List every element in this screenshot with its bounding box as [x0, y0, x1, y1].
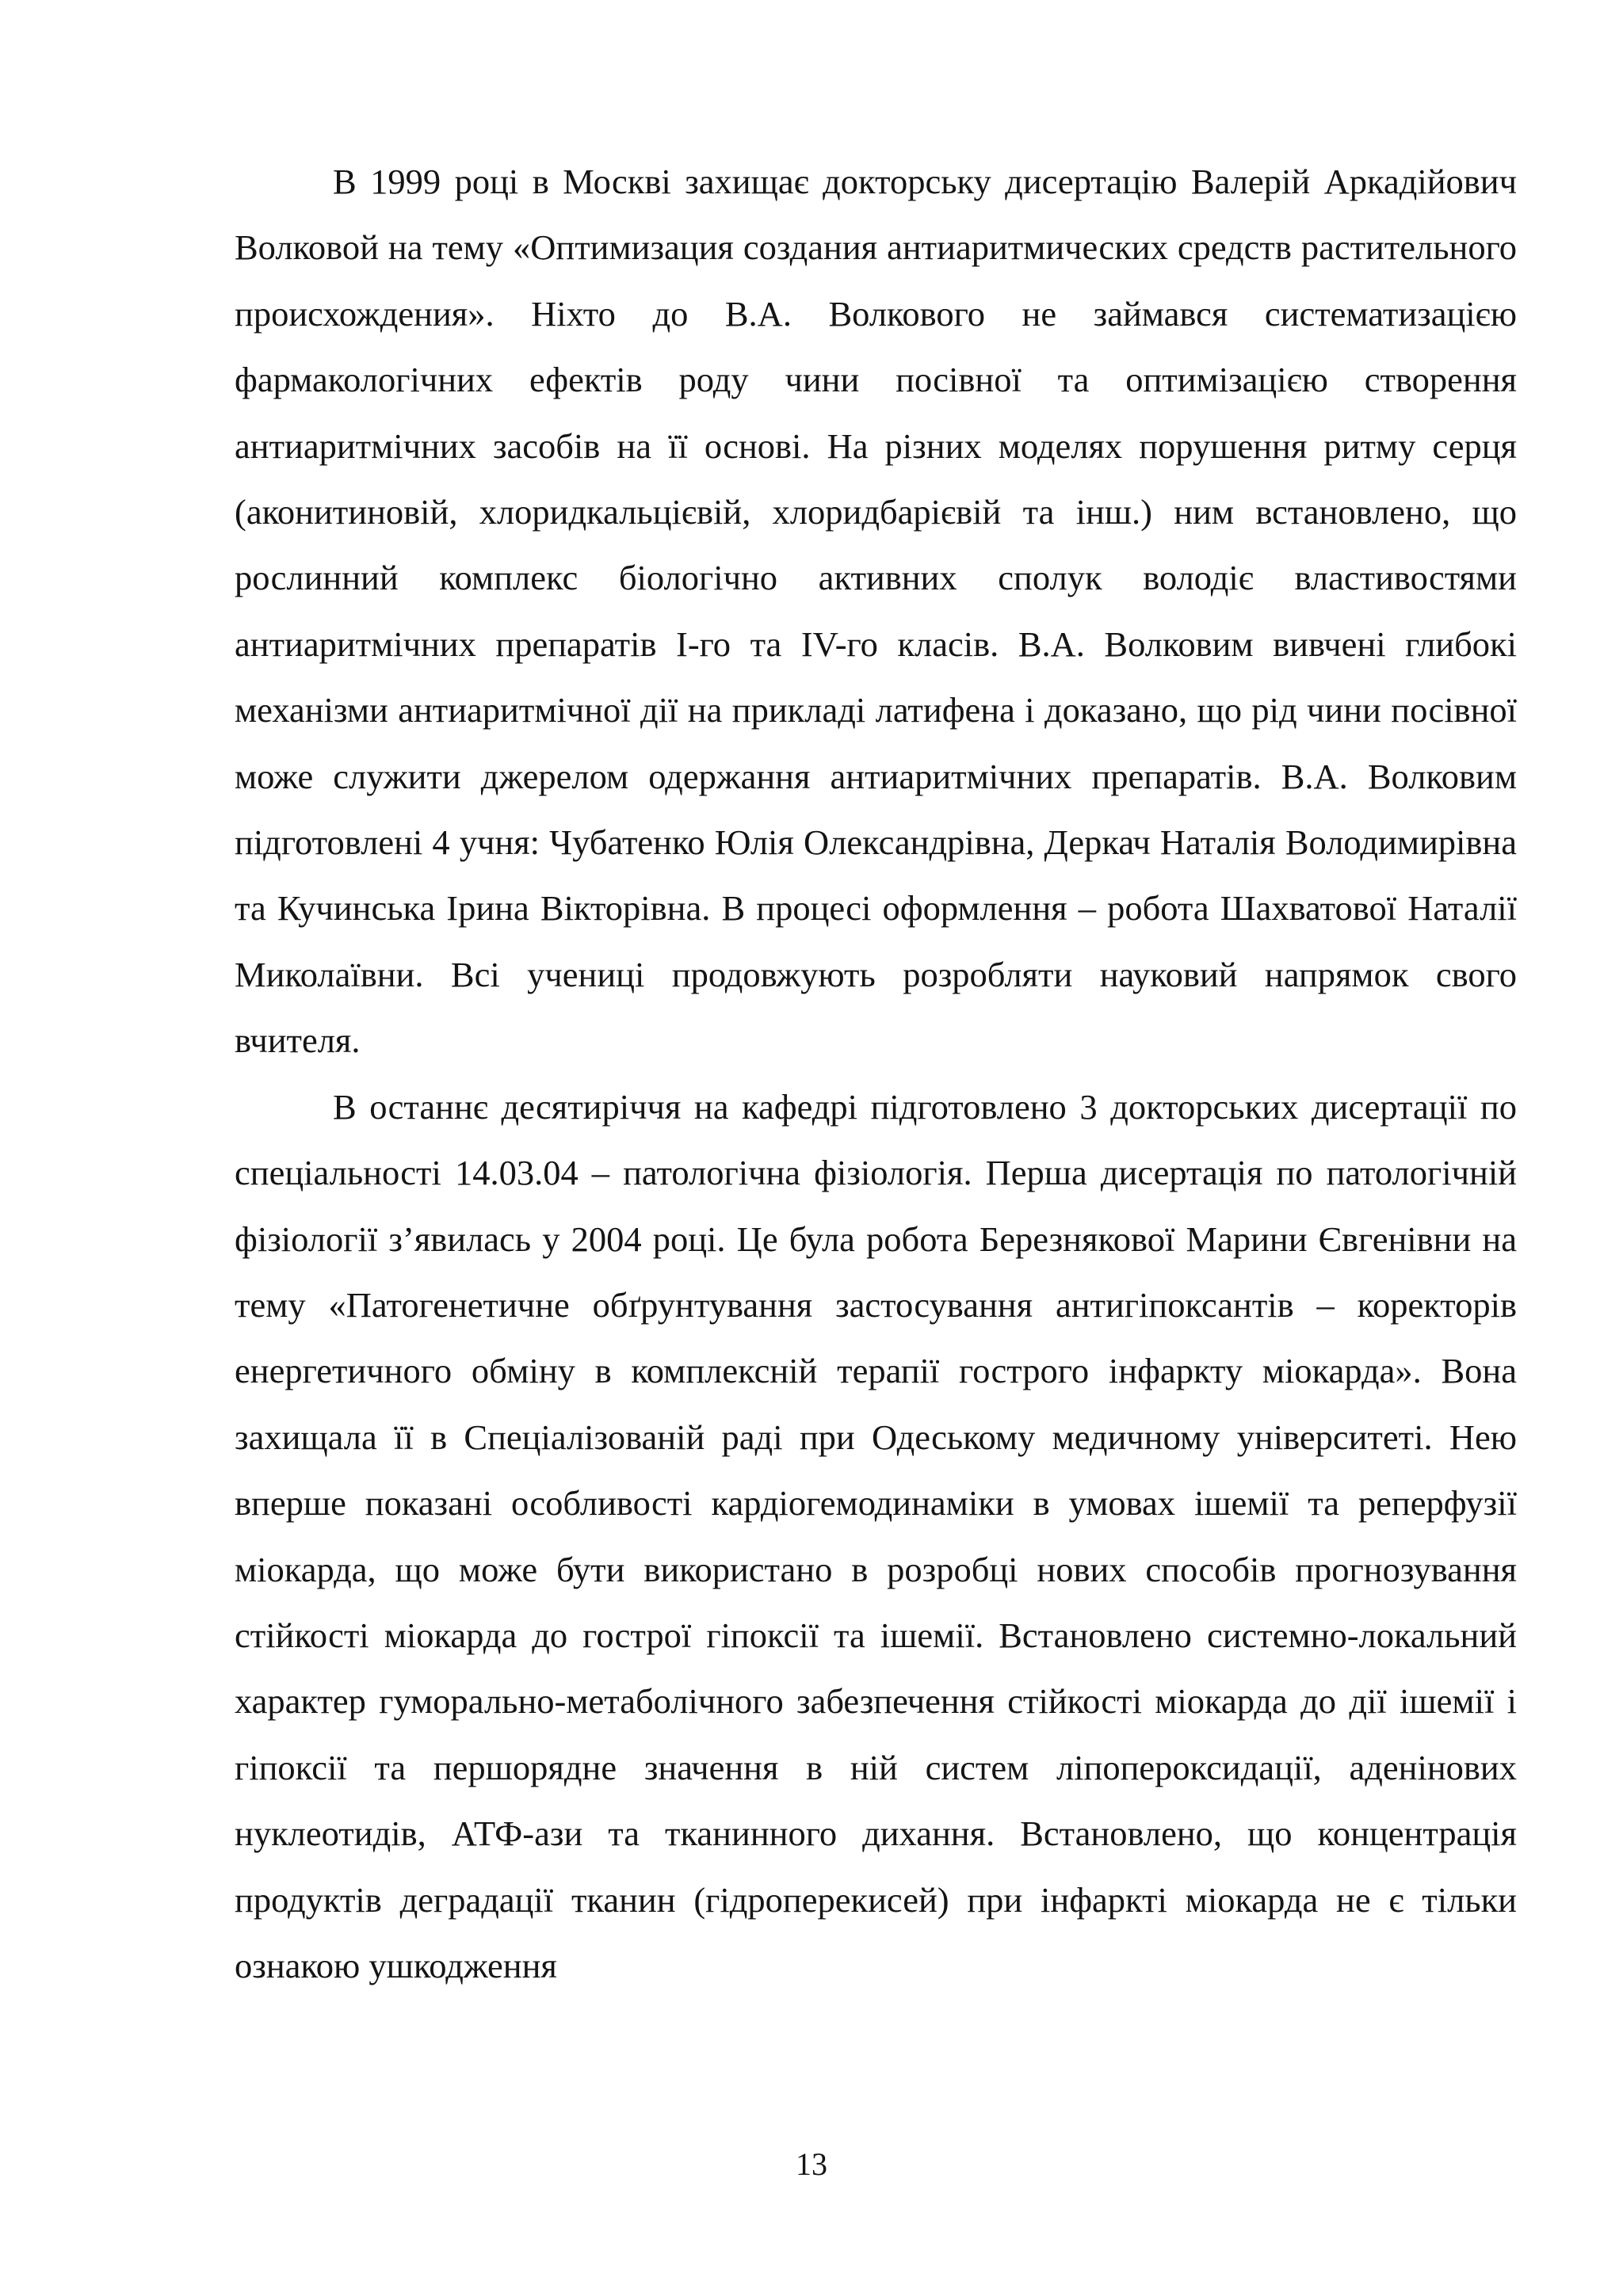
- body-text: [235, 149, 1517, 1999]
- paragraph-2: В останнє десятиріччя на кафедрі підготовлено 3 докторських дисертації по спеціальності 14.03.04 – патологічна фізіологія. Перша дисертація по патологічній фізіології з’явилась у 2004 році. Це була робота Березнякової Марини Євгенівни на тему «Патогенетичне обґрунтування застосування антигіпоксантів – коректорів енергетичного обміну в комплексній терапії гострого інфаркту міокарда». Вона захищала її в Спеціалізованій раді при Одеському медичному університеті. Нею вперше показані особливості кардіогемодинаміки в умовах ішемії та реперфузії міокарда, що може бути використано в розробці нових способів прогнозування стійкості міокарда до гострої гіпоксії та ішемії. Встановлено системно-локальний характер гуморально-метаболічного забезпечення стійкості міокарда до дії ішемії і гіпоксії та першорядне значення в ній систем ліпопероксидації, аденінових нуклеотидів, АТФ-ази та тканинного дихання. Встановлено, що концентрація продуктів деградації тканин (гідроперекисей) при інфаркті міокарда не є тільки ознакою ушкодження: [235, 1086, 1517, 1985]
- paragraph-1: В 1999 році в Москві захищає докторську дисертацію Валерій Аркадійович Волковой на тему «Оптимизация создания антиаритмических средств растительного происхождения». Ніхто до В.А. Волкового не займався систематизацією фармакологічних ефектів роду чини посівної та оптимізацією створення антиаритмічних засобів на її основі. На різних моделях порушення ритму серця (аконитиновій, хлоридкальцієвій, хлоридбарієвій та інш.) ним встановлено, що рослинний комплекс біологічно активних сполук володіє властивостями антиаритмічних препаратів І-го та IV-го класів. В.А. Волковим вивчені глибокі механізми антиаритмічної дії на прикладі латифена і доказано, що рід чини посівної може служити джерелом одержання антиаритмічних препаратів. В.А. Волковим підготовлені 4 учня: Чубатенко Юлія Олександрівна, Деркач Наталія Володимирівна та Кучинська Ірина Вікторівна. В процесі оформлення – робота Шахватової Наталії Миколаївни. Всі учениці продовжують розробляти науковий напрямок свого вчителя.: [235, 162, 1517, 1061]
- page-number: 13: [796, 2146, 827, 2182]
